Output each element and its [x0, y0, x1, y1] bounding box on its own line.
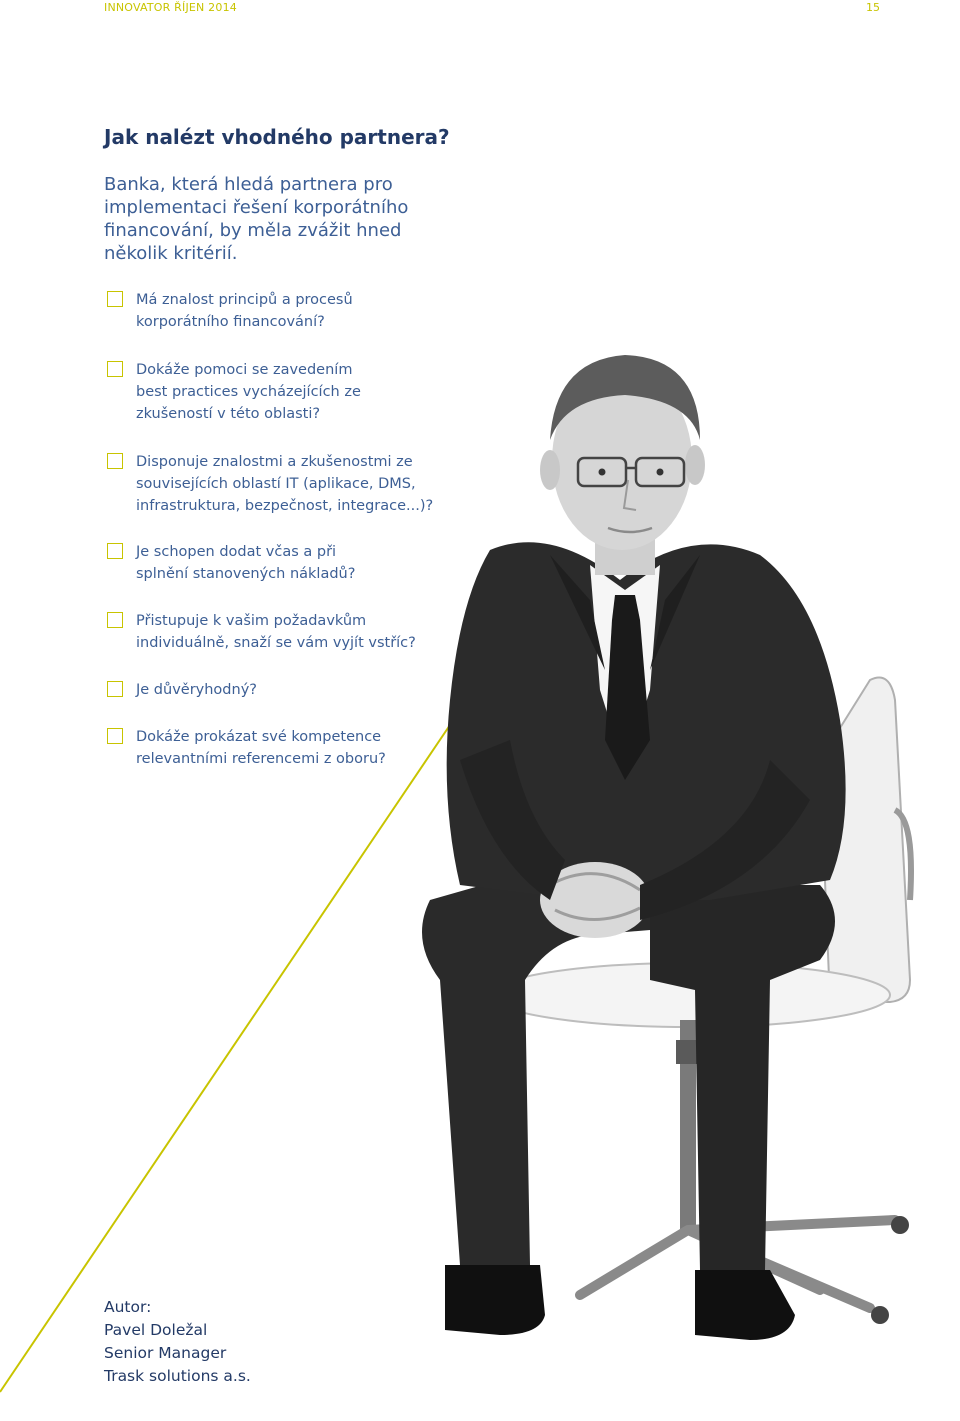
checklist-item: [107, 541, 376, 585]
author-role: Senior Manager: [104, 1344, 227, 1362]
checklist-item-text: Dokáže pomoci se zavedením best practices vycházejících ze zkušeností v této oblasti?: [136, 362, 361, 422]
checklist-item: [107, 289, 376, 333]
running-head: INNOVATOR ŘÍJEN 2014: [104, 1, 237, 14]
intro-paragraph: Banka, která hledá partnera pro implementaci řešení korporátního financování, by měla zvážit hned několik kritérií.: [104, 174, 409, 264]
checklist-item-text: Disponuje znalostmi a zkušenostmi ze souvisejících oblastí IT (aplikace, DMS, infrastruktura, bezpečnost, integrace...)?: [136, 454, 434, 514]
checklist-item-text: Je schopen dodat včas a při splnění stanovených nákladů?: [136, 544, 356, 582]
checklist-item: [107, 451, 456, 517]
article-heading: Jak nalézt vhodného partnera?: [104, 125, 450, 149]
author-label: Autor:: [104, 1298, 152, 1316]
checklist-item-text: Dokáže prokázat své kompetence relevantními referencemi z oboru?: [136, 729, 386, 767]
checklist-item: [107, 726, 416, 770]
author-block: [104, 1296, 251, 1388]
checkbox-icon: [107, 728, 123, 744]
author-company: Trask solutions a.s.: [104, 1367, 251, 1385]
checklist-item-text: Přistupuje k vašim požadavkům individuálně, snaží se vám vyjít vstříc?: [136, 613, 416, 651]
checklist-item-text: Má znalost principů a procesů korporátního financování?: [136, 292, 353, 330]
checkbox-icon: [107, 453, 123, 469]
page-number: 15: [866, 1, 880, 14]
checkbox-icon: [107, 543, 123, 559]
checkbox-icon: [107, 291, 123, 307]
checkbox-icon: [107, 361, 123, 377]
checklist-item-text: Je důvěryhodný?: [136, 682, 257, 698]
checkbox-icon: [107, 612, 123, 628]
checklist-item: [107, 359, 376, 425]
author-name: Pavel Doležal: [104, 1321, 208, 1339]
checkbox-icon: [107, 681, 123, 697]
checklist-item: [107, 679, 456, 701]
checklist-item: [107, 610, 436, 654]
